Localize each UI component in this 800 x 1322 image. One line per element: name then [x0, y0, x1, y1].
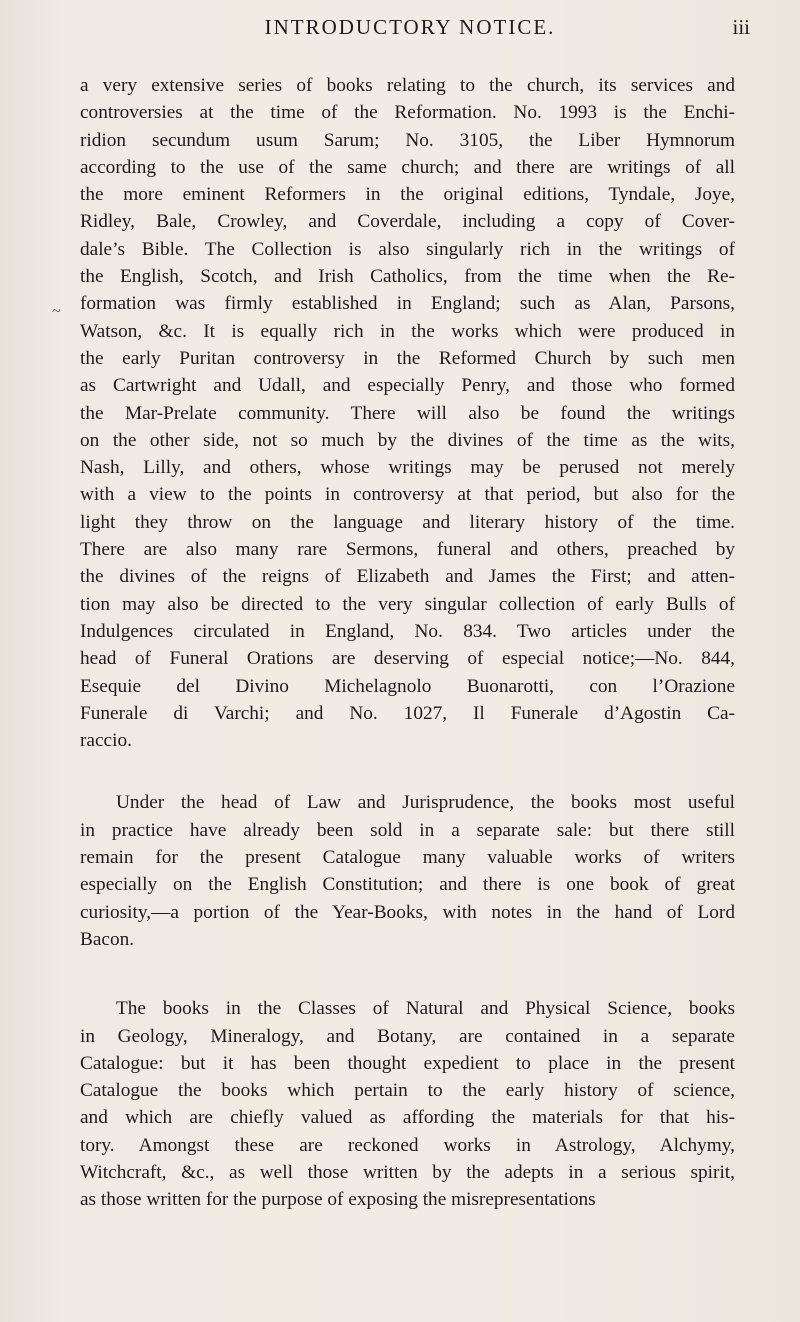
text-line: in practice have already been sold in a separate sale: but there still — [80, 819, 735, 841]
text-line: according to the use of the same church; and there are writings of all — [80, 156, 735, 178]
running-title: INTRODUCTORY NOTICE. — [264, 15, 556, 39]
text-line: the English, Scotch, and Irish Catholics, from the time when the Re- — [80, 266, 735, 288]
text-line: Witchcraft, &c., as well those written by the adepts in a serious spirit, — [80, 1161, 735, 1183]
text-line: controversies at the time of the Reformation. No. 1993 is the Enchi- — [80, 102, 735, 124]
text-line: in Geology, Mineralogy, and Botany, are contained in a separate — [80, 1025, 735, 1047]
text-line: remain for the present Catalogue many valuable works of writers — [80, 847, 735, 869]
text-line: ridion secundum usum Sarum; No. 3105, the Liber Hymnorum — [80, 129, 735, 151]
text-line: tory. Amongst these are reckoned works in Astrology, Alchymy, — [80, 1134, 735, 1156]
paragraph-gap — [80, 953, 735, 995]
text-line: as Cartwright and Udall, and especially Penry, and those who formed — [80, 375, 735, 397]
text-line: the early Puritan controversy in the Reformed Church by such men — [80, 347, 735, 369]
text-line: Indulgences circulated in England, No. 834. Two articles under the — [80, 620, 735, 642]
text-line: Watson, &c. It is equally rich in the works which were produced in — [80, 320, 735, 342]
text-line: with a view to the points in controversy at that period, but also for the — [80, 484, 735, 506]
text-line: The books in the Classes of Natural and Physical Science, books — [116, 998, 735, 1020]
text-line: curiosity,—a portion of the Year-Books, with notes in the hand of Lord — [80, 901, 735, 923]
text-line: and which are chiefly valued as affording the materials for that his- — [80, 1107, 735, 1129]
paragraph-natural-science — [80, 995, 735, 1213]
text-line: a very extensive series of books relating to the church, its services and — [80, 75, 735, 96]
text-line: Funerale di Varchi; and No. 1027, Il Funerale d’Agostin Ca- — [80, 702, 735, 724]
text-line: the divines of the reigns of Elizabeth and James the First; and atten- — [80, 566, 735, 588]
text-line: head of Funeral Orations are deserving of especial notice;—No. 844, — [80, 648, 735, 670]
text-line: raccio. — [80, 730, 132, 752]
text-line: the more eminent Reformers in the original editions, Tyndale, Joye, — [80, 184, 735, 206]
text-line: Nash, Lilly, and others, whose writings may be perused not merely — [80, 457, 735, 479]
text-line: Catalogue the books which pertain to the early history of science, — [80, 1080, 735, 1102]
text-line: Under the head of Law and Jurisprudence, the books most useful — [116, 792, 735, 814]
text-line: dale’s Bible. The Collection is also singularly rich in the writings of — [80, 238, 735, 260]
margin-mark: ~ — [52, 303, 61, 320]
text-line: light they throw on the language and literary history of the time. — [80, 511, 735, 533]
paragraph-gap — [80, 754, 735, 789]
text-line: Esequie del Divino Michelagnolo Buonarotti, con l’Orazione — [80, 675, 735, 697]
page-number: iii — [732, 15, 750, 39]
paragraph-law-jurisprudence — [80, 789, 735, 953]
body-text — [80, 72, 735, 1214]
text-line: especially on the English Constitution; and there is one book of great — [80, 874, 735, 896]
text-line: tion may also be directed to the very singular collection of early Bulls of — [80, 593, 735, 615]
running-head — [70, 10, 750, 44]
text-line: There are also many rare Sermons, funeral and others, preached by — [80, 539, 735, 561]
text-line: Catalogue: but it has been thought expedient to place in the present — [80, 1052, 735, 1074]
text-line: on the other side, not so much by the divines of the time as the wits, — [80, 429, 735, 451]
text-line: Bacon. — [80, 928, 135, 950]
text-line: Ridley, Bale, Crowley, and Coverdale, including a copy of Cover- — [80, 211, 735, 233]
text-line: formation was firmly established in England; such as Alan, Parsons, — [80, 293, 735, 315]
text-line: the Mar-Prelate community. There will also be found the writings — [80, 402, 735, 424]
paragraph-church-collection — [80, 72, 735, 754]
text-line: as those written for the purpose of exposing the misrepresentations — [80, 1189, 596, 1211]
